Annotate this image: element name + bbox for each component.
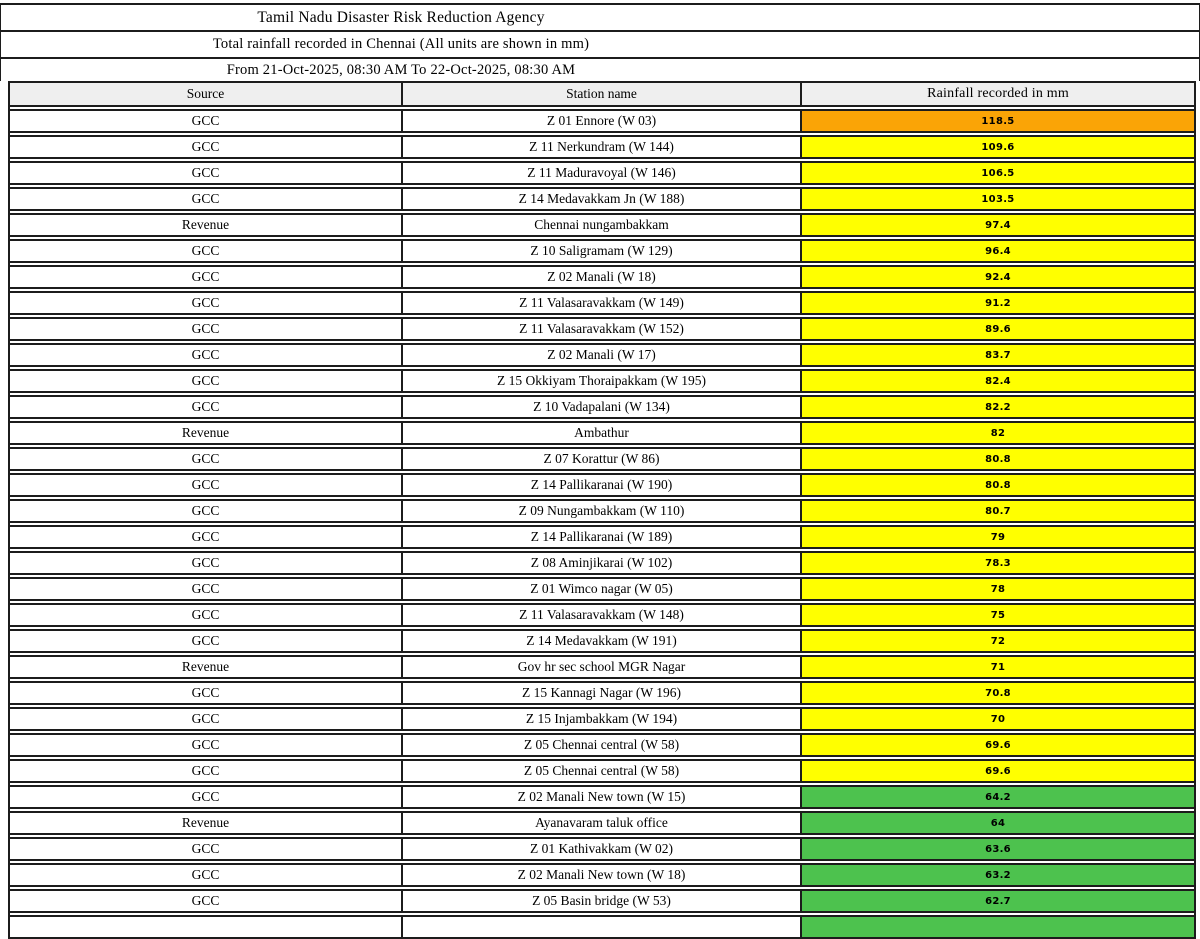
source-cell: Revenue	[10, 813, 403, 833]
station-name-cell: Z 10 Saligramam (W 129)	[403, 241, 802, 261]
table-header-row	[10, 83, 1194, 107]
table-row	[10, 447, 1194, 471]
rainfall-value-cell: 80.8	[802, 475, 1194, 495]
source-cell: Revenue	[10, 423, 403, 443]
source-cell: GCC	[10, 449, 403, 469]
station-name-cell: Z 08 Aminjikarai (W 102)	[403, 553, 802, 573]
rainfall-value-cell: 106.5	[802, 163, 1194, 183]
rainfall-value-cell: 70	[802, 709, 1194, 729]
rainfall-value-cell: 82.2	[802, 397, 1194, 417]
source-cell: GCC	[10, 735, 403, 755]
source-cell: Revenue	[10, 215, 403, 235]
rainfall-value-cell: 72	[802, 631, 1194, 651]
table-row	[10, 863, 1194, 887]
table-row	[10, 135, 1194, 159]
station-name-cell: Z 01 Ennore (W 03)	[403, 111, 802, 131]
agency-title-row	[1, 5, 1199, 32]
table-row	[10, 421, 1194, 445]
table-row	[10, 629, 1194, 653]
rainfall-value-cell: 78.3	[802, 553, 1194, 573]
rainfall-value-cell: 64.2	[802, 787, 1194, 807]
rainfall-table	[8, 81, 1196, 939]
rainfall-value-cell: 62.7	[802, 891, 1194, 911]
station-name-cell: Z 15 Injambakkam (W 194)	[403, 709, 802, 729]
table-row	[10, 317, 1194, 341]
source-cell: GCC	[10, 163, 403, 183]
station-name-cell: Z 11 Valasaravakkam (W 149)	[403, 293, 802, 313]
column-header-rainfall: Rainfall recorded in mm	[927, 86, 1069, 101]
source-cell: GCC	[10, 683, 403, 703]
source-cell: GCC	[10, 891, 403, 911]
rainfall-value-cell: 92.4	[802, 267, 1194, 287]
source-cell: GCC	[10, 475, 403, 495]
table-row	[10, 473, 1194, 497]
source-cell: GCC	[10, 189, 403, 209]
station-name-cell: Z 02 Manali (W 18)	[403, 267, 802, 287]
source-cell: GCC	[10, 839, 403, 859]
source-cell	[10, 917, 403, 937]
table-row	[10, 759, 1194, 783]
station-name-cell: Z 02 Manali New town (W 18)	[403, 865, 802, 885]
rainfall-value-cell: 63.2	[802, 865, 1194, 885]
rainfall-value-cell: 69.6	[802, 735, 1194, 755]
station-name-cell: Z 15 Okkiyam Thoraipakkam (W 195)	[403, 371, 802, 391]
rainfall-value-cell: 89.6	[802, 319, 1194, 339]
station-name-cell: Z 01 Wimco nagar (W 05)	[403, 579, 802, 599]
station-name-cell: Z 14 Medavakkam (W 191)	[403, 631, 802, 651]
source-cell: GCC	[10, 111, 403, 131]
station-name-cell: Z 10 Vadapalani (W 134)	[403, 397, 802, 417]
source-cell: GCC	[10, 293, 403, 313]
report-subtitle: Total rainfall recorded in Chennai (All units are shown in mm)	[212, 36, 590, 52]
station-name-cell: Chennai nungambakkam	[403, 215, 802, 235]
station-name-cell: Z 02 Manali New town (W 15)	[403, 787, 802, 807]
rainfall-value-cell	[802, 917, 1194, 937]
table-row	[10, 577, 1194, 601]
table-row	[10, 889, 1194, 913]
source-cell: GCC	[10, 371, 403, 391]
source-cell: GCC	[10, 397, 403, 417]
station-name-cell: Gov hr sec school MGR Nagar	[403, 657, 802, 677]
table-row	[10, 239, 1194, 263]
source-cell: GCC	[10, 605, 403, 625]
station-name-cell: Z 05 Chennai central (W 58)	[403, 735, 802, 755]
table-row	[10, 161, 1194, 185]
report-period: From 21-Oct-2025, 08:30 AM To 22-Oct-2025, 08:30 AM	[226, 61, 576, 78]
rainfall-value-cell: 79	[802, 527, 1194, 547]
station-name-cell: Ayanavaram taluk office	[403, 813, 802, 833]
source-cell: GCC	[10, 241, 403, 261]
rainfall-value-cell: 97.4	[802, 215, 1194, 235]
table-row	[10, 525, 1194, 549]
source-cell: GCC	[10, 553, 403, 573]
station-name-cell: Z 14 Pallikaranai (W 189)	[403, 527, 802, 547]
table-row	[10, 499, 1194, 523]
source-cell: GCC	[10, 865, 403, 885]
rainfall-value-cell: 63.6	[802, 839, 1194, 859]
station-name-cell: Z 02 Manali (W 17)	[403, 345, 802, 365]
rainfall-report-page	[0, 3, 1200, 926]
source-cell: GCC	[10, 787, 403, 807]
rainfall-value-cell: 118.5	[802, 111, 1194, 131]
station-name-cell: Z 11 Maduravoyal (W 146)	[403, 163, 802, 183]
station-name-cell: Z 11 Valasaravakkam (W 148)	[403, 605, 802, 625]
station-name-cell: Z 14 Medavakkam Jn (W 188)	[403, 189, 802, 209]
source-cell: GCC	[10, 137, 403, 157]
table-row	[10, 369, 1194, 393]
table-row	[10, 785, 1194, 809]
station-name-cell: Z 14 Pallikaranai (W 190)	[403, 475, 802, 495]
station-name-cell: Ambathur	[403, 423, 802, 443]
table-row	[10, 291, 1194, 315]
rainfall-value-cell: 91.2	[802, 293, 1194, 313]
source-cell: GCC	[10, 501, 403, 521]
table-row	[10, 343, 1194, 367]
source-cell: GCC	[10, 709, 403, 729]
rainfall-value-cell: 82.4	[802, 371, 1194, 391]
rainfall-value-cell: 83.7	[802, 345, 1194, 365]
rainfall-value-cell: 80.7	[802, 501, 1194, 521]
source-cell: GCC	[10, 579, 403, 599]
station-name-cell	[403, 917, 802, 937]
rainfall-value-cell: 96.4	[802, 241, 1194, 261]
table-row	[10, 733, 1194, 757]
table-row	[10, 395, 1194, 419]
station-name-cell: Z 07 Korattur (W 86)	[403, 449, 802, 469]
rainfall-value-cell: 71	[802, 657, 1194, 677]
table-row	[10, 187, 1194, 211]
station-name-cell: Z 01 Kathivakkam (W 02)	[403, 839, 802, 859]
source-cell: GCC	[10, 527, 403, 547]
report-subtitle-row	[1, 32, 1199, 59]
station-name-cell: Z 11 Valasaravakkam (W 152)	[403, 319, 802, 339]
table-row	[10, 213, 1194, 237]
table-row	[10, 109, 1194, 133]
rainfall-value-cell: 78	[802, 579, 1194, 599]
table-row	[10, 837, 1194, 861]
table-row	[10, 655, 1194, 679]
table-row	[10, 681, 1194, 705]
table-row	[10, 551, 1194, 575]
table-row	[10, 265, 1194, 289]
station-name-cell: Z 09 Nungambakkam (W 110)	[403, 501, 802, 521]
table-row	[10, 915, 1194, 939]
station-name-cell: Z 11 Nerkundram (W 144)	[403, 137, 802, 157]
rainfall-value-cell: 64	[802, 813, 1194, 833]
column-header-source: Source	[10, 83, 403, 105]
source-cell: GCC	[10, 761, 403, 781]
rainfall-value-cell: 82	[802, 423, 1194, 443]
source-cell: GCC	[10, 267, 403, 287]
report-header-band	[0, 3, 1200, 81]
station-name-cell: Z 05 Chennai central (W 58)	[403, 761, 802, 781]
column-header-station-name: Station name	[403, 83, 802, 105]
source-cell: GCC	[10, 631, 403, 651]
source-cell: Revenue	[10, 657, 403, 677]
rainfall-value-cell: 103.5	[802, 189, 1194, 209]
table-body	[10, 109, 1194, 939]
table-row	[10, 811, 1194, 835]
station-name-cell: Z 15 Kannagi Nagar (W 196)	[403, 683, 802, 703]
source-cell: GCC	[10, 319, 403, 339]
table-row	[10, 707, 1194, 731]
rainfall-value-cell: 80.8	[802, 449, 1194, 469]
source-cell: GCC	[10, 345, 403, 365]
report-period-row	[1, 59, 1199, 81]
agency-title: Tamil Nadu Disaster Risk Reduction Agency	[257, 8, 545, 26]
rainfall-value-cell: 69.6	[802, 761, 1194, 781]
rainfall-value-cell: 109.6	[802, 137, 1194, 157]
station-name-cell: Z 05 Basin bridge (W 53)	[403, 891, 802, 911]
rainfall-value-cell: 70.8	[802, 683, 1194, 703]
rainfall-value-cell: 75	[802, 605, 1194, 625]
table-row	[10, 603, 1194, 627]
